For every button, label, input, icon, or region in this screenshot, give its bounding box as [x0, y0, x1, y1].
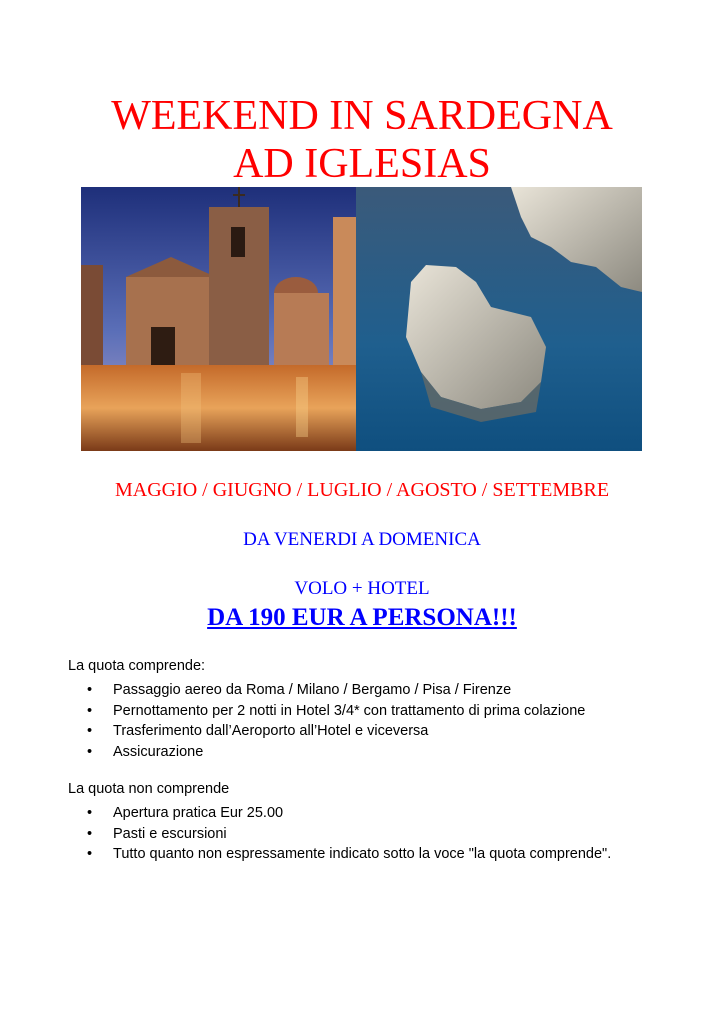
list-item [68, 803, 688, 824]
list-item [68, 701, 688, 722]
included-heading: La quota comprende: [68, 658, 206, 674]
days-range: DA VENERDI A DOMENICA [243, 529, 481, 550]
list-item-text: Passaggio aereo da Roma / Milano / Bergamo / Pisa / Firenze [113, 682, 512, 698]
months-list: MAGGIO / GIUGNO / LUGLIO / AGOSTO / SETTEMBRE [114, 479, 610, 501]
list-item-text: Tutto quanto non espressamente indicato sotto la voce "la quota comprende". [113, 846, 612, 862]
list-item [68, 742, 688, 763]
list-item [68, 680, 688, 701]
bullet-icon: • [87, 723, 93, 739]
bullet-icon: • [87, 743, 93, 760]
hero-photos [81, 187, 642, 451]
title-line-2: AD IGLESIAS [233, 141, 491, 187]
bullet-icon: • [87, 805, 93, 821]
included-list [68, 680, 688, 762]
title-line-1: WEEKEND IN SARDEGNA [111, 93, 613, 139]
page-title [0, 92, 724, 188]
list-item-text: Assicurazione [113, 743, 204, 760]
list-item [68, 844, 688, 865]
bullet-icon: • [87, 702, 93, 719]
list-item-text: Apertura pratica Eur 25.00 [113, 805, 284, 821]
list-item-text: Trasferimento dall’Aeroporto all’Hotel e viceversa [113, 723, 429, 739]
list-item [68, 721, 688, 742]
bullet-icon: • [87, 846, 93, 862]
list-item-text: Pernottamento per 2 notti in Hotel 3/4* con trattamento di prima colazione [113, 702, 586, 719]
list-item [68, 824, 688, 845]
cathedral-photo [81, 187, 356, 451]
price-headline: DA 190 EUR A PERSONA!!! [207, 604, 517, 631]
list-item-text: Pasti e escursioni [113, 825, 227, 842]
bullet-icon: • [87, 825, 93, 842]
excluded-heading: La quota non comprende [68, 781, 230, 797]
sea-stack-photo [356, 187, 642, 451]
included-section [68, 657, 688, 762]
excluded-section [68, 780, 688, 865]
excluded-list [68, 803, 688, 865]
bullet-icon: • [87, 682, 93, 698]
offer-type: VOLO + HOTEL [294, 578, 430, 599]
